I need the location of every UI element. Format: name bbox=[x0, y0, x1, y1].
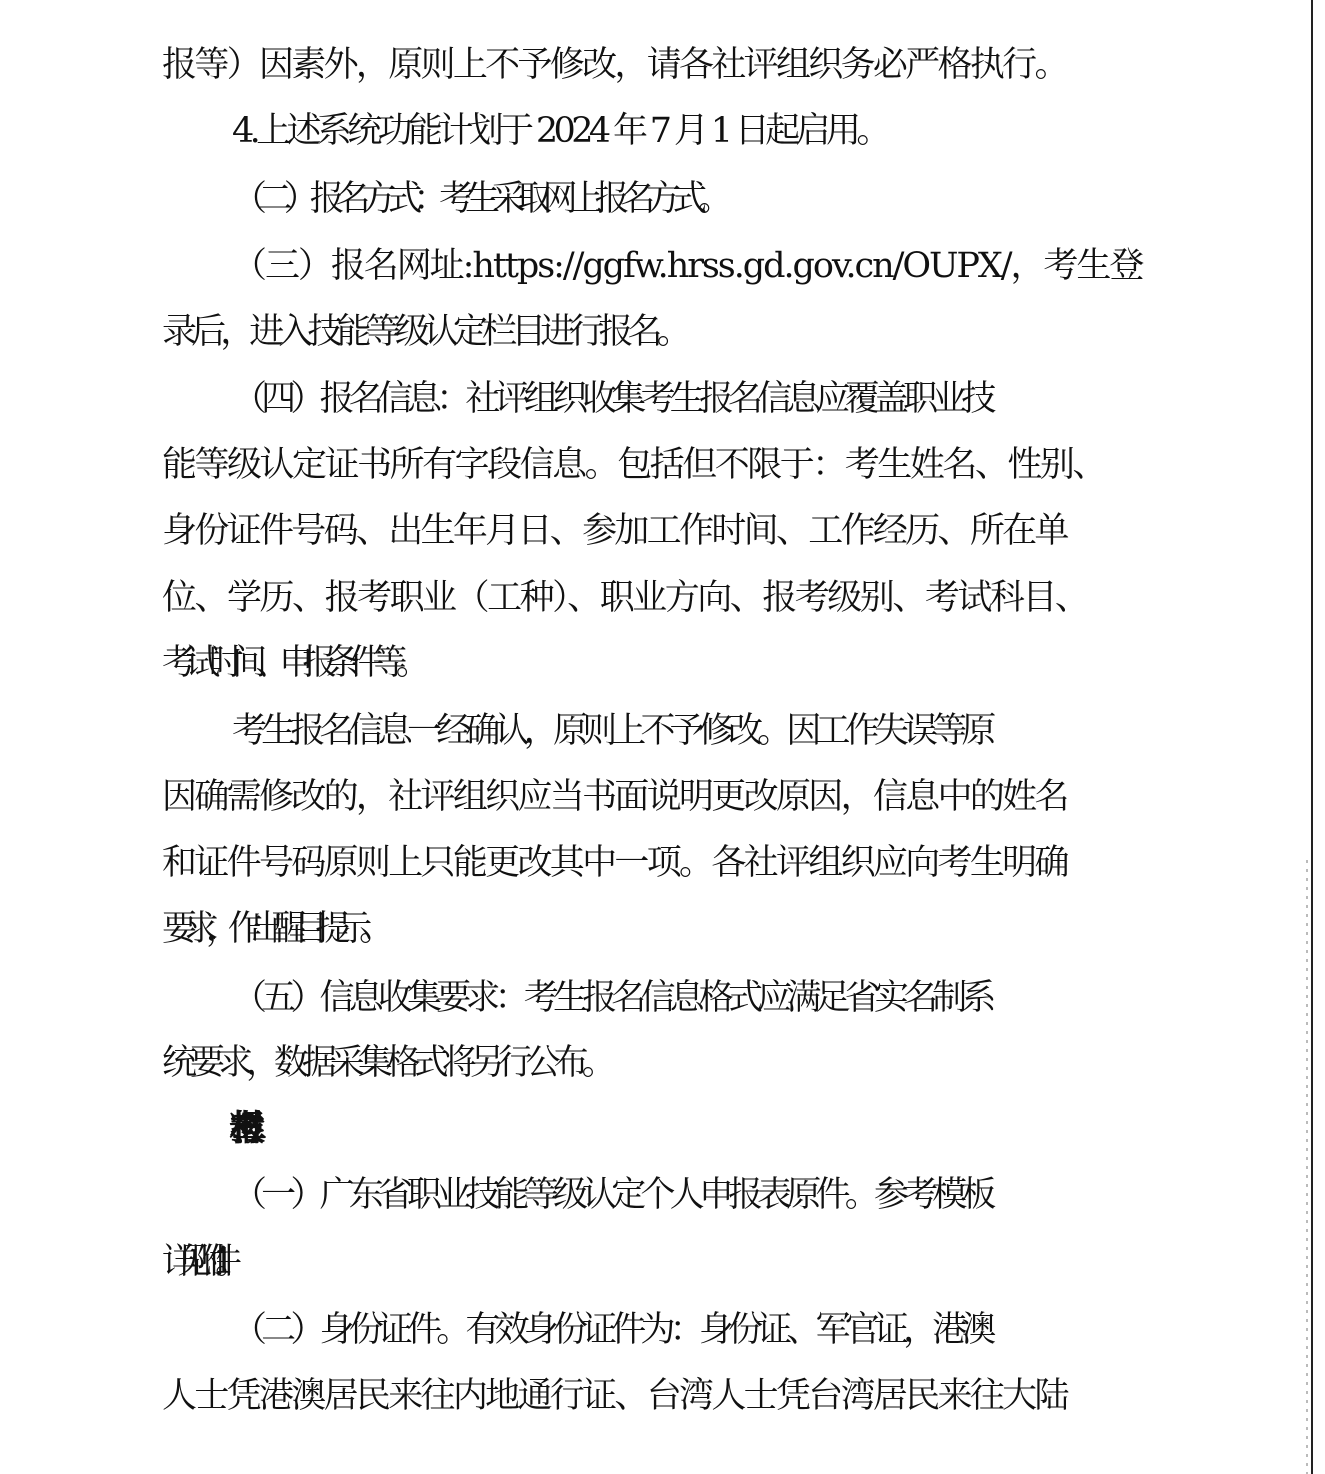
text-line: （一）广东省职业技能等级认定个人申报表原件。参考模板 bbox=[232, 1175, 991, 1215]
text-line: 能等级认定证书所有字段信息。包括但不限于：考生姓名、性别、 bbox=[162, 445, 1105, 485]
text-line: 录后，进入技能等级认定栏目进行报名。 bbox=[162, 312, 686, 352]
section-heading bbox=[232, 1104, 1325, 1154]
text-line: 人士凭港澳居民来往内地通行证、台湾人士凭台湾居民来往大陆 bbox=[162, 1376, 1067, 1416]
text-line: 因确需修改的，社评组织应当书面说明更改原因，信息中的姓名 bbox=[162, 777, 1067, 817]
text-line: （二）身份证件。有效身份证件为：身份证、军官证，港澳 bbox=[232, 1310, 991, 1350]
text-line: 考生报名信息一经确认，原则上不予修改。因工作失误等原 bbox=[232, 711, 991, 751]
text-line: 4.上述系统功能计划于 2024 年 7 月 1 日起启用。 bbox=[232, 111, 887, 151]
text-line: 要求，作出醒目提示。 bbox=[162, 909, 382, 949]
text-line: （三）报名网址:https://ggfw.hrss.gd.gov.cn/OUPX/，考生登 bbox=[232, 246, 1143, 286]
text-line: （二）报名方式：考生采取网上报名方式。 bbox=[232, 179, 724, 219]
text-line: 报等）因素外，原则上不予修改，请各社评组织务必严格执行。 bbox=[162, 45, 1067, 85]
text-line: 身份证件号码、出生年月日、参加工作时间、工作经历、所在单 bbox=[162, 511, 1067, 551]
text-line: 详见附件 1。 bbox=[162, 1242, 231, 1282]
text-line: 统要求，数据采集格式将另行公布。 bbox=[162, 1043, 610, 1083]
text-line: 位、学历、报考职业（工种）、职业方向、报考级别、考试科目、 bbox=[162, 578, 1088, 618]
text-line: 和证件号码原则上只能更改其中一项。各社评组织应向考生明确 bbox=[162, 843, 1067, 883]
text-line: 考试时间、申报条件等。 bbox=[162, 643, 420, 683]
text-line: （四）报名信息：社评组织收集考生报名信息应覆盖职业技 bbox=[232, 379, 991, 419]
text-line: （五）信息收集要求：考生报名信息格式应满足省实名制系 bbox=[232, 978, 991, 1018]
